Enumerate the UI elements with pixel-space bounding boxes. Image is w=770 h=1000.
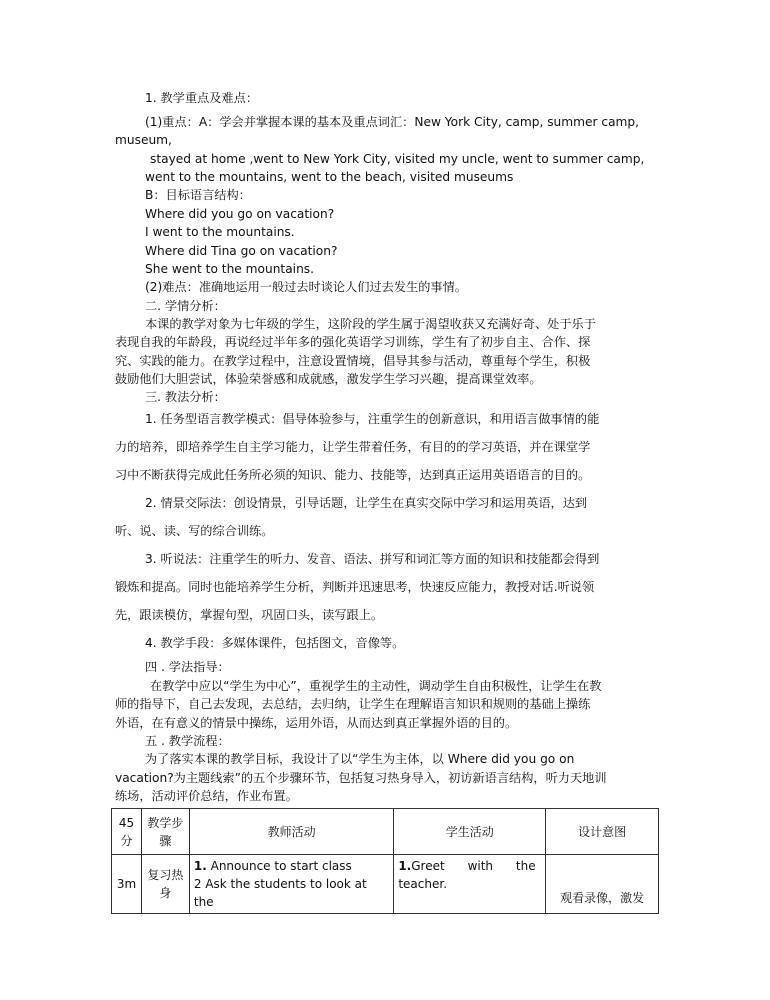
paragraph-line: She went to the mountains.: [145, 262, 315, 276]
paragraph-line: 表现自我的年龄段，再说经过半年多的强化英语学习训练，学生有了初步自主、合作、探: [115, 335, 591, 349]
paragraph-line: 4. 教学手段：多媒体课件，包括图文，音像等。: [145, 636, 405, 650]
paragraph-line: 鼓励他们大胆尝试，体验荣誉感和成就感，激发学生学习兴趣，提高课堂效率。: [115, 372, 542, 386]
teacher-activity-text: Announce to start class: [206, 859, 352, 873]
paragraph-line: 先，跟读模仿，掌握句型，巩固口头，读写跟上。: [115, 608, 384, 622]
paragraph-line: 1. 任务型语言教学模式：倡导体验参与，注重学生的创新意识，和用语言做事情的能: [145, 412, 600, 426]
header-step: 教学步骤: [141, 809, 189, 855]
paragraph-line: 外语，在有意义的情景中操练，运用外语，从而达到真正掌握外语的目的。: [115, 716, 518, 730]
paragraph-line: 究、实践的能力。在教学过程中，注意设置情境，倡导其参与活动，尊重每个学生，积极: [115, 354, 591, 368]
row-time: 3m: [112, 855, 142, 914]
lesson-plan-table: [111, 808, 659, 914]
paragraph-line: 习中不断获得完成此任务所必须的知识、能力、技能等，达到真正运用英语语言的目的。: [115, 468, 591, 482]
paragraph-line: I went to the mountains.: [145, 225, 295, 239]
teacher-activity-line: 2 Ask the students to look at the: [193, 877, 367, 909]
paragraph-line: 力的培养，即培养学生自主学习能力，让学生带着任务，有目的的学习英语，并在课堂学: [115, 440, 591, 454]
paragraph-line: Where did you go on vacation?: [145, 207, 335, 221]
section-heading: 五 . 教学流程：: [145, 734, 230, 748]
paragraph-line: vacation?为主题线索”的五个步骤环节，包括复习热身导入，初访新语言结构，听力天地训: [115, 771, 607, 785]
paragraph-line: museum,: [115, 133, 172, 147]
paragraph-line: 锻炼和提高。同时也能培养学生分析，判断并迅速思考，快速反应能力，教授对话.听说领: [115, 580, 595, 594]
paragraph-line: went to the mountains, went to the beach, visited museums: [145, 170, 514, 184]
paragraph-line: Where did Tina go on vacation?: [145, 244, 338, 258]
header-student-activity: 学生活动: [394, 809, 546, 855]
paragraph-line: 3. 听说法：注重学生的听力、发音、语法、拼写和词汇等方面的知识和技能都会得到: [145, 552, 600, 566]
student-activity-text: Greet with the: [411, 859, 536, 873]
table-row: [112, 855, 659, 914]
header-time: 45分: [112, 809, 142, 855]
paragraph-line: 2. 情景交际法：创设情景，引导话题，让学生在真实交际中学习和运用英语，达到: [145, 496, 588, 510]
section-heading: 四 . 学法指导：: [145, 660, 230, 674]
student-activity-number: 1.: [398, 859, 412, 873]
paragraph-line: 本课的教学对象为七年级的学生，这阶段的学生属于渴望收获又充满好奇、处于乐于: [145, 317, 596, 331]
row-step: 复习热身: [141, 855, 189, 914]
paragraph-line: 在教学中应以“学生为中心”，重视学生的主动性，调动学生自由积极性，让学生在教: [150, 679, 602, 693]
section-heading: 二. 学情分析：: [145, 299, 226, 313]
paragraph-line: stayed at home ,went to New York City, visited my uncle, went to summer camp,: [150, 152, 645, 166]
paragraph-line: 练场，活动评价总结，作业布置。: [115, 789, 298, 803]
row-teacher-activity: [189, 855, 393, 914]
row-student-activity: [394, 855, 546, 914]
paragraph-line: 听、说、读、写的综合训练。: [115, 524, 274, 538]
teacher-activity-number: 1.: [193, 859, 207, 873]
paragraph-line: (2)难点：准确地运用一般过去时谈论人们过去发生的事情。: [145, 280, 467, 294]
header-teacher-activity: 教师活动: [189, 809, 393, 855]
teacher-activity-line: [194, 857, 389, 875]
table-header-row: [112, 809, 659, 855]
student-activity-line: [398, 857, 541, 875]
heading-key-points: 1. 教学重点及难点：: [145, 91, 259, 105]
row-design-intent: 观看录像，激发: [546, 855, 659, 914]
header-design-intent: 设计意图: [546, 809, 659, 855]
paragraph-line: 为了落实本课的教学目标，我设计了以“学生为主体，以 Where did you go on: [145, 752, 575, 766]
student-activity-line: teacher.: [398, 877, 448, 891]
paragraph-line: B：目标语言结构：: [145, 188, 251, 202]
paragraph-line: (1)重点：A：学会并掌握本课的基本及重点词汇：New York City, camp, summer camp,: [145, 115, 640, 129]
paragraph-line: 师的指导下，自己去发现，去总结，去归纳，让学生在理解语言知识和规则的基础上操练: [115, 697, 591, 711]
section-heading: 三. 教法分析：: [145, 390, 226, 404]
